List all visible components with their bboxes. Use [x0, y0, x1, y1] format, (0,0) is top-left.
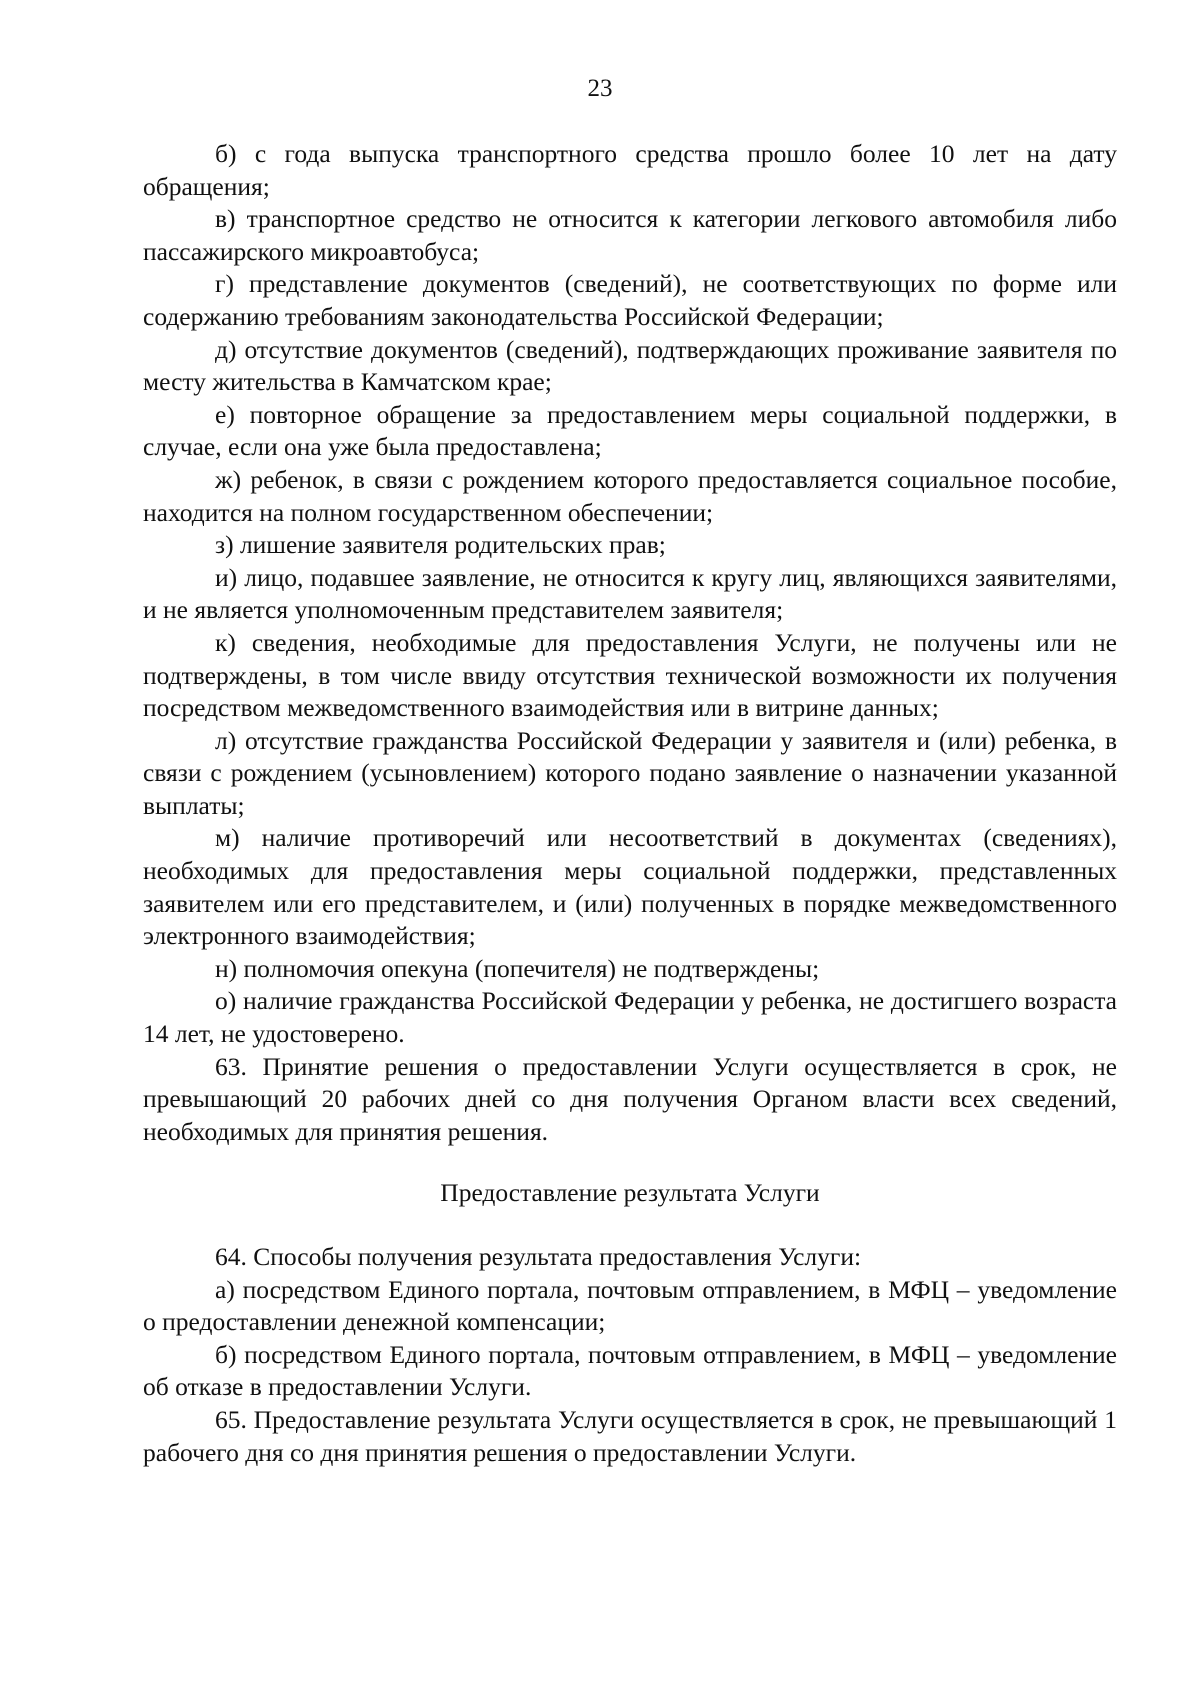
paragraph-e-repeat-application: е) повторное обращение за предоставлением меры социальной поддержки, в случае, если она уже была предоставлена; [143, 399, 1117, 462]
page-number: 23 [587, 75, 613, 102]
paragraph-v-vehicle-category: в) транспортное средство не относится к категории легкового автомобиля либо пассажирского микроавтобуса; [143, 204, 1117, 266]
paragraph-z-parental-rights: з) лишение заявителя родительских прав; [215, 530, 666, 560]
paragraph-g-documents-mismatch: г) представление документов (сведений), не соответствующих по форме или содержанию требованиям законодательства Российской Федерации; [143, 269, 1117, 331]
document-body [143, 138, 1117, 1469]
paragraph-d-residence-documents: д) отсутствие документов (сведений), подтверждающих проживание заявителя по месту жительства в Камчатском крае; [143, 334, 1117, 397]
paragraph-i-applicant-scope: и) лицо, подавшее заявление, не относится к кругу лиц, являющихся заявителями, и не является уполномоченным представителем заявителя; [143, 562, 1117, 625]
paragraph-64b-refusal-notice: б) посредством Единого портала, почтовым отправлением, в МФЦ – уведомление об отказе в предоставлении Услуги. [143, 1339, 1117, 1402]
section-heading: Предоставление результата Услуги [440, 1178, 820, 1208]
paragraph-l-citizenship-absence: л) отсутствие гражданства Российской Федерации у заявителя и (или) ребенка, в связи с рождением (усыновлением) которого подано заявление о назначении указанной выплаты; [143, 725, 1117, 820]
paragraph-zh-state-support: ж) ребенок, в связи с рождением которого предоставляется социальное пособие, находится на полном государственном обеспечении; [143, 464, 1117, 527]
paragraph-64-methods: 64. Способы получения результата предоставления Услуги: [215, 1242, 862, 1271]
paragraph-m-contradictions: м) наличие противоречий или несоответствий в документах (сведениях), необходимых для предоставления меры социальной поддержки, представленных заявителем или его представителем, и (или) полученных в порядке межведомственного электронного взаимодействия; [143, 823, 1117, 951]
paragraph-63-decision-term: 63. Принятие решения о предоставлении Услуги осуществляется в срок, не превышающий 20 рабочих дней со дня получения Органом власти всех сведений, необходимых для принятия решения. [143, 1051, 1117, 1146]
paragraph-b-vehicle-age: б) с года выпуска транспортного средства прошло более 10 лет на дату обращения; [143, 139, 1117, 201]
paragraph-65-result-term: 65. Предоставление результата Услуги осуществляется в срок, не превышающий 1 рабочего дня со дня принятия решения о предоставлении Услуги. [143, 1404, 1117, 1467]
paragraph-64a-compensation-notice: а) посредством Единого портала, почтовым отправлением, в МФЦ – уведомление о предоставлении денежной компенсации; [143, 1274, 1117, 1337]
paragraph-o-child-citizenship: о) наличие гражданства Российской Федерации у ребенка, не достигшего возраста 14 лет, не удостоверено. [143, 986, 1117, 1049]
paragraph-k-information-not-received: к) сведения, необходимые для предоставления Услуги, не получены или не подтверждены, в том числе ввиду отсутствия технической возможности их получения посредством межведомственного взаимодействия или в витрине данных; [143, 627, 1117, 723]
paragraph-n-guardian-powers: н) полномочия опекуна (попечителя) не подтверждены; [215, 953, 820, 983]
